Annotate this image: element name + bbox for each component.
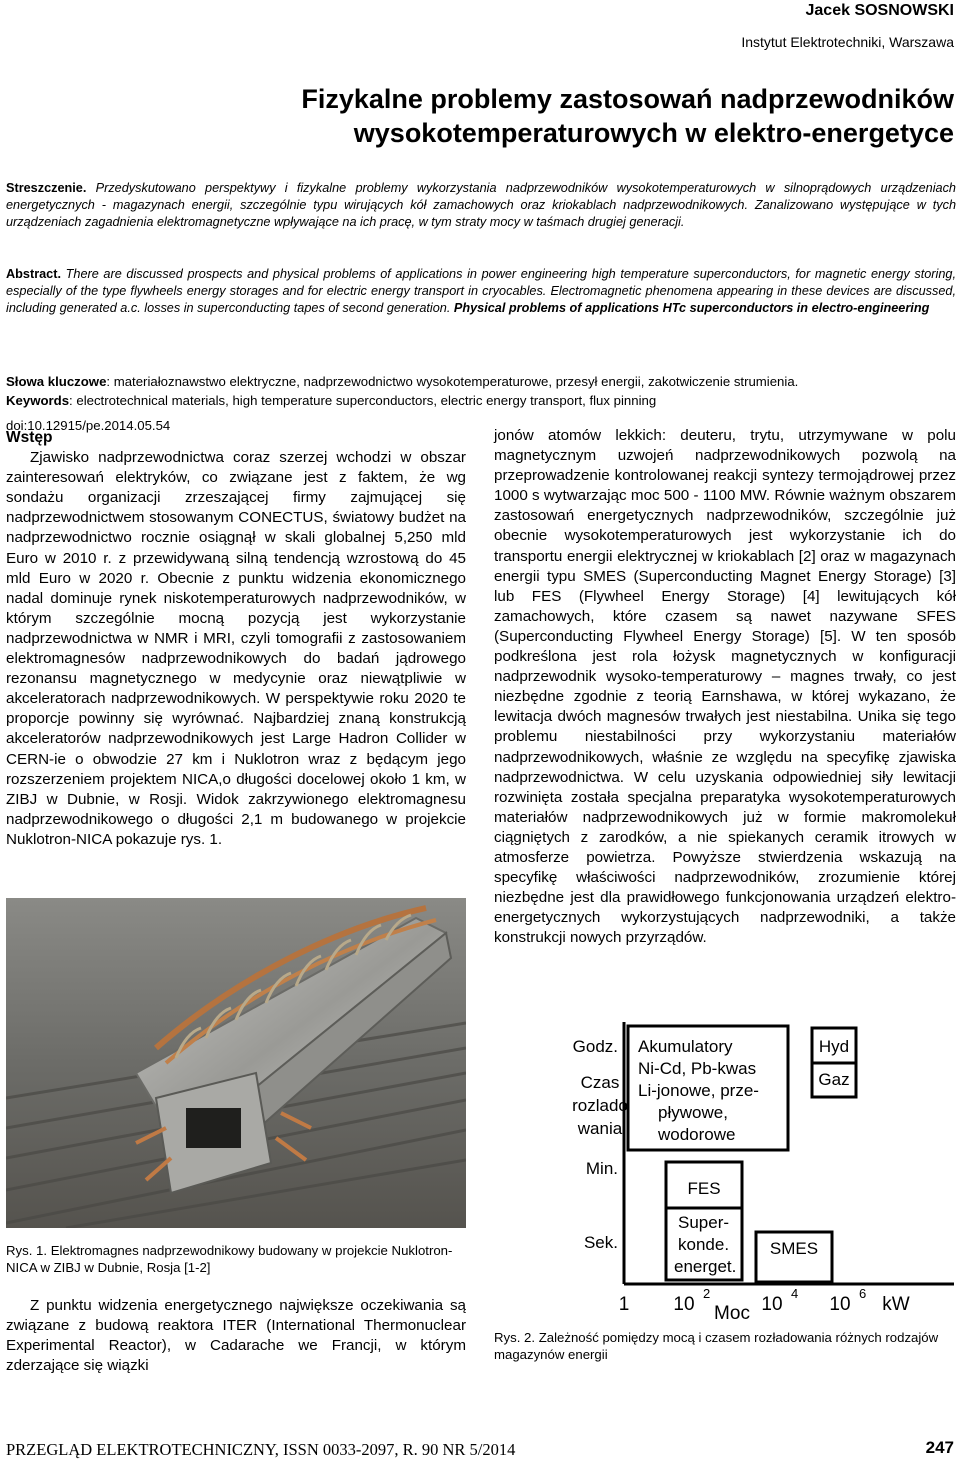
x-tick-10-c: 10 xyxy=(829,1294,851,1315)
english-title: Physical problems of applications HTc superconductors in electro-engineering xyxy=(453,301,930,315)
gaz-label: Gaz xyxy=(818,1070,850,1089)
paper-title xyxy=(301,82,954,150)
keywords-pl-label: Słowa kluczowe xyxy=(6,374,107,389)
page-number: 247 xyxy=(925,1438,954,1457)
y-label-godz: Godz. xyxy=(572,1037,618,1056)
abstract-en-text: There are discussed prospects and physical problems of applications in power engineering high temperature superconductors, for magnetic energy storing, especially of the type flywheels energy storages and for electric energy transport in cryocables. Electromagnetic phenomena appearing in these devices are discussed, including generated a.c. losses in superconducting tapes of second generation. xyxy=(6,267,956,315)
x-tick-1: 1 xyxy=(618,1294,630,1315)
superkonde-line-3: energet. xyxy=(674,1257,737,1276)
storage-diagram-svg xyxy=(494,1022,956,1320)
x-tick-kw: kW xyxy=(882,1294,910,1315)
superkonde-line-1: Super- xyxy=(678,1213,730,1232)
y-label-sek: Sek. xyxy=(583,1233,618,1252)
akumulatory-line-2: Ni-Cd, Pb-kwas xyxy=(638,1059,757,1078)
abstract-pl-text: Przedyskutowano perspektywy i fizykalne problemy wykorzystania nadprzewodników wysokotemperaturowych w silnoprądowych urządzeniach energetycznych - magazynach energii, szczególnie typu wirujących kół zamachowych oraz kriokablach nadprzewodnikowych. Zanalizowano występujące w tych urządzeniach zagadnienia elektromagnetyczne wpływające na ich pracę, w tym straty mocy w taśmach drugiej generacji. xyxy=(6,181,956,229)
title-line-1: Fizykalne problemy zastosowań nadprzewodników xyxy=(301,84,954,114)
y-label-wania: wania xyxy=(577,1119,623,1138)
abstract-english xyxy=(6,266,956,317)
author-name: Jacek SOSNOWSKI xyxy=(805,2,954,19)
akumulatory-line-3: Li-jonowe, prze- xyxy=(638,1081,759,1100)
abstract-en-label: Abstract. xyxy=(6,267,61,281)
keywords-en-label: Keywords xyxy=(6,393,70,408)
keywords-pl-text: : materiałoznawstwo elektryczne, nadprzewodnictwo wysokotemperaturowe, przesył energii, zakotwiczenie strumienia. xyxy=(106,374,799,389)
x-tick-10-a: 10 xyxy=(673,1294,695,1315)
figure-1-caption: Rys. 1. Elektromagnes nadprzewodnikowy budowany w projekcie Nuklotron-NICA w ZIBJ w Dubnie, Rosja [1-2] xyxy=(6,1243,453,1275)
section-heading-intro: Wstęp xyxy=(6,429,53,446)
doi: doi:10.12915/pe.2014.05.54 xyxy=(6,418,171,433)
keywords-en-text: : electrotechnical materials, high temperature superconductors, electric energy transport, flux pinning xyxy=(69,393,657,408)
intro-paragraph-2: Z punktu widzenia energetycznego największe oczekiwania są związane z budową reaktora ITER (International Thermonuclear Experimental Reactor), w Cadarache we Francji, w którym zderzające się wiązki xyxy=(6,1297,466,1375)
keywords-english xyxy=(6,392,956,410)
smes-label: SMES xyxy=(769,1239,819,1258)
x-axis-label-moc: Moc xyxy=(714,1303,750,1320)
akumulatory-line-4: pływowe, xyxy=(658,1103,728,1122)
keywords-polish xyxy=(6,373,956,391)
right-paragraph: jonów atomów lekkich: deuteru, trytu, utrzymywane w polu magnetycznym uzwojeń nadprzewodnikowych pozwolą na przeprowadzenie kontrolowanej reakcji syntezy termojądrowej przez 1000 s wytwarzając moc 500 - 1100 MW. Równie ważnym obszarem zastosowań energetycznych nadprzewodników, szczególnie już obecnie wysokotemperaturowych jest wykorzystanie ich do transportu energii elektrycznej w kriokablach [2] oraz w magazynach energii typu SMES (Superconducting Magnet Energy Storage) [3] lub FES (Flywheel Energy Storage) [4] lewitujących kół zamachowych, które czasem są nawet nazywane SFES (Superconducting Flywheel Energy Storage) [5]. W ten sposób podkreślona jest rola łożysk magnetycznych w konfiguracji nadprzewodnik wysoko-temperaturowy – magnes trwały, co jest niezbędne zgodnie z teorią Earnshawa, w której wykazano, że lewitacja dwóch magnesów trwałych jest niestabilna. Unika się tego problemu niestabilności przy wykorzystaniu materiałów nadprzewodnikowych, właśnie ze względu na specyfikę zjawiska nadprzewodnictwa. W celu uzyskania odpowiedniej siły lewitacji rozwinięta została specjalna preparatyka wysokotemperaturowych materiałów nadprzewodnikowych już w formie makromolekuł ciągniętych z zarodków, a nie spiekanych ceramik itrowych w atmosferze powietrza. Powyższe stwierdzenia wskazują na specyfikę właściwości nadprzewodników, zrozumienie której niezbędne jest dla prawidłowego funkcjonowania urządzeń elektro-energetycznych wykorzystujących nadprzewodniki, a także konstrukcji nowych przyrządów. xyxy=(494,427,956,947)
akumulatory-line-1: Akumulatory xyxy=(638,1037,733,1056)
fes-label: FES xyxy=(687,1179,721,1198)
y-label-min: Min. xyxy=(585,1159,618,1178)
left-column-continued xyxy=(6,1296,466,1376)
y-label-czas: Czas xyxy=(580,1073,620,1092)
hyd-label: Hyd xyxy=(818,1037,850,1056)
title-line-2: wysokotemperaturowych w elektro-energetyce xyxy=(353,118,954,148)
figure-2-caption: Rys. 2. Zależność pomiędzy mocą i czasem rozładowania różnych rodzajów magazynów energii xyxy=(494,1330,939,1362)
left-column xyxy=(6,428,466,850)
superkonde-line-2: konde. xyxy=(678,1235,730,1254)
journal-footer: PRZEGLĄD ELEKTROTECHNICZNY, ISSN 0033-2097, R. 90 NR 5/2014 xyxy=(6,1440,516,1459)
intro-paragraph-1: Zjawisko nadprzewodnictwa coraz szerzej wchodzi w obszar zainteresowań elektryków, co związane jest z faktem, że wg sondażu organizacji zrzeszającej firmy zajmującej się nadprzewodnictwem stosowanym CONECTUS, światowy budżet na nadprzewodnictwo rocznie osiągnął w skali globalnej 5,250 mld Euro w 2010 r. z przewidywaną silną tendencją wzrostową do 45 mld Euro w 2020 r. Obecnie z punktu widzenia ekonomicznego nadal dominuje rynek niskotemperaturowych nadprzewodników, w którym szczególnie mocną pozycją jest wykorzystanie nadprzewodnictwa w NMR i MRI, czyli tomografii z zastosowaniem elektromagnesów nadprzewodnikowych do badań jądrowego rezonansu magnetycznego w medycynie oraz niewątpliwie w akceleratorach nadprzewodnikowych. W perspektywie roku 2020 te proporcje powinny się wyrównać. Najbardziej znaną konstrukcją akceleratorów nadprzewodnikowych jest Large Hadron Collider w CERN-ie o obwodzie 27 km i Nuklotron wraz z będącym jego rozszerzeniem projektem NICA,o długości docelowej około 1 km, w ZIBJ w Dubnie, w Rosji. Widok zakrzywionego elektromagnesu nadprzewodnikowego o długości 2,1 m budowanego w projekcie Nuklotron-NICA pokazuje rys. 1. xyxy=(6,449,466,848)
abstract-pl-label: Streszczenie. xyxy=(6,181,87,195)
akumulatory-line-5: wodorowe xyxy=(658,1125,736,1144)
figure-2-diagram xyxy=(494,1022,956,1320)
magnet-photo-illustration xyxy=(6,898,466,1228)
x-tick-exp-2: 2 xyxy=(703,1286,711,1301)
x-tick-10-b: 10 xyxy=(761,1294,783,1315)
abstract-polish xyxy=(6,180,956,231)
x-tick-exp-4: 4 xyxy=(791,1286,799,1301)
right-column xyxy=(494,426,956,948)
y-label-rozlado: rozlado xyxy=(572,1096,628,1115)
x-tick-exp-6: 6 xyxy=(859,1286,867,1301)
figure-1-photo xyxy=(6,898,466,1228)
author-affiliation: Instytut Elektrotechniki, Warszawa xyxy=(741,34,954,50)
